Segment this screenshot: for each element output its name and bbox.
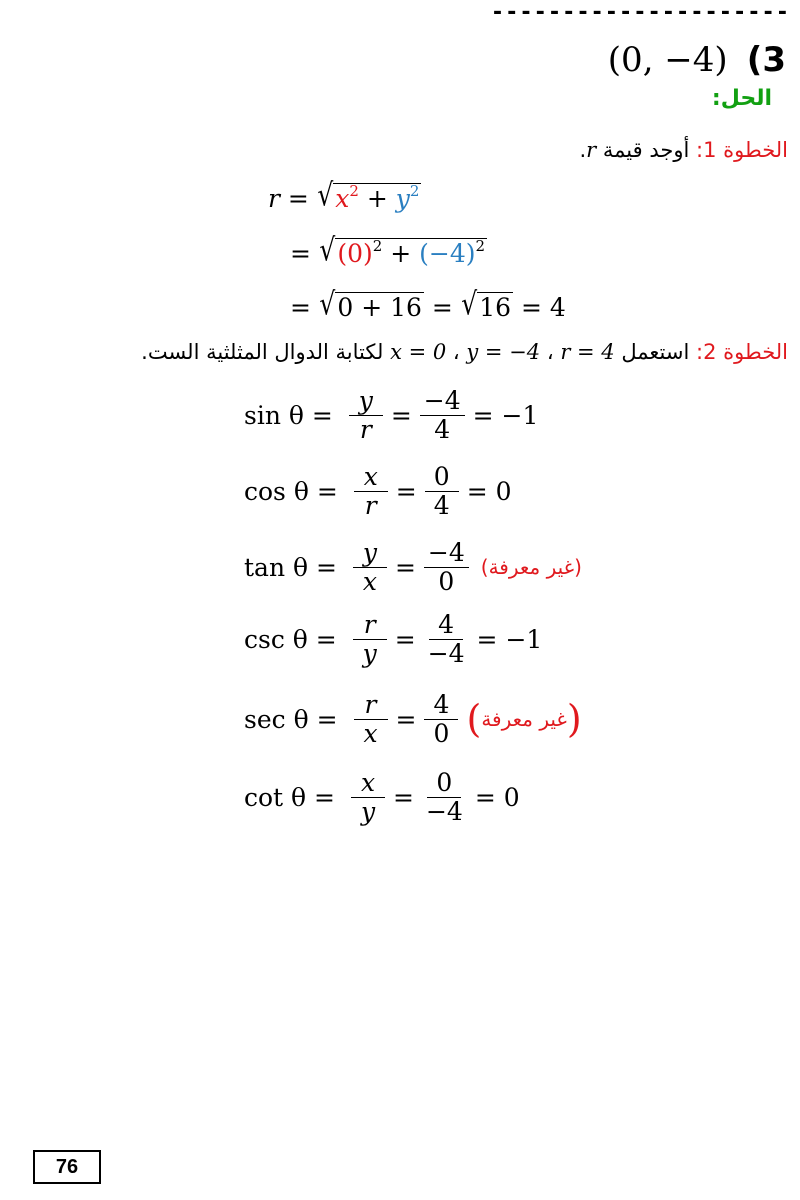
sixteen: 16	[479, 293, 511, 322]
sqrt-substituted: $√(0)^2 + (-4)^2$	[319, 231, 486, 268]
cos-frac-1-den: r	[364, 490, 377, 520]
cot-frac-2-den: −4	[425, 796, 463, 826]
eq: =	[394, 552, 416, 582]
sqrt-16: √16	[461, 285, 511, 322]
r-value: = 4	[513, 293, 566, 322]
section-divider: ---------------------	[490, 0, 790, 25]
sin-label: sin θ =	[244, 400, 333, 430]
sec-frac-1-num: r	[354, 691, 388, 720]
cot-result: = 0	[474, 782, 520, 812]
csc-frac-1-num: r	[353, 611, 387, 640]
sec-row	[244, 689, 582, 749]
cos-frac-2	[425, 463, 459, 519]
csc-result: = −1	[476, 624, 543, 654]
tan-frac-1-num: y	[353, 539, 387, 568]
tan-frac-2-den: 0	[438, 566, 455, 596]
csc-frac-1	[353, 611, 387, 667]
y-term: y	[395, 184, 410, 213]
sec-frac-2-num: 4	[424, 691, 458, 720]
sin-frac-1-den: r	[359, 414, 372, 444]
cot-frac-2-num: 0	[427, 769, 461, 798]
tan-row	[244, 537, 582, 597]
cos-frac-2-den: 4	[433, 490, 450, 520]
csc-frac-1-den: y	[362, 638, 377, 668]
step-1-end: .	[579, 138, 587, 162]
tan-frac-1	[353, 539, 387, 595]
csc-label: csc θ =	[244, 624, 337, 654]
csc-frac-2-num: 4	[429, 611, 463, 640]
step-1-var: r	[586, 138, 597, 162]
sin-frac-2-num: −4	[420, 387, 465, 416]
problem-point: (0, −4)	[607, 40, 728, 80]
step-2-y: y = −4	[466, 340, 541, 364]
tan-undefined-note: (غير معرفة)	[480, 555, 582, 579]
step-1-label: الخطوة 1:	[696, 138, 788, 162]
cot-frac-1-den: y	[360, 796, 376, 826]
plus-1: +	[358, 184, 396, 213]
page-number: 76	[33, 1150, 101, 1184]
sin-row	[244, 385, 538, 445]
step-2-text-2: لكتابة الدوال المثلثية الست.	[141, 340, 384, 364]
eq: =	[395, 704, 417, 734]
r-substitution	[290, 231, 487, 268]
x-value-exp: 2	[372, 236, 383, 255]
eq: =	[395, 476, 417, 506]
step-1	[579, 138, 788, 162]
y-value: (−4)	[419, 239, 476, 268]
cot-row	[244, 767, 520, 827]
x-exp: 2	[349, 181, 359, 200]
equals-2: =	[290, 239, 311, 268]
y-exp: 2	[409, 181, 420, 200]
cos-label: cos θ =	[244, 476, 338, 506]
problem-number: (3	[746, 40, 786, 80]
sep-1: ،	[546, 340, 554, 364]
sin-frac-1-num: y	[349, 387, 383, 416]
y-value-exp: 2	[475, 236, 486, 255]
sep-2: ،	[452, 340, 460, 364]
step-2-r: r = 4	[560, 340, 615, 364]
tan-label: tan θ =	[244, 552, 337, 582]
cot-frac-1	[351, 769, 385, 825]
step-2-text-1: استعمل	[621, 340, 690, 364]
tan-frac-1-den: x	[362, 566, 377, 596]
r-result	[290, 285, 566, 322]
equals-3: =	[290, 293, 319, 322]
cos-frac-2-num: 0	[425, 463, 459, 492]
solution-label: الحل:	[711, 86, 772, 111]
sec-frac-1	[354, 691, 388, 747]
csc-row	[244, 609, 542, 669]
cot-frac-2	[422, 769, 467, 825]
sin-frac-2	[420, 387, 465, 443]
cot-label: cot θ =	[244, 782, 335, 812]
eq: =	[390, 400, 412, 430]
sec-frac-2	[424, 691, 458, 747]
sec-frac-1-den: x	[363, 718, 378, 748]
csc-frac-2	[424, 611, 469, 667]
x-value: (0)	[337, 239, 373, 268]
plus-2: +	[382, 239, 420, 268]
tan-frac-2-num: −4	[424, 539, 469, 568]
csc-frac-2-den: −4	[427, 638, 465, 668]
sqrt-sum-squares: $√x^2 + y^2$	[317, 176, 420, 213]
x-term: x	[335, 184, 350, 213]
paren-right: )	[566, 697, 582, 741]
step-2	[141, 340, 788, 364]
sqrt-sum: √0 + 16	[319, 285, 422, 322]
sin-result: = −1	[472, 400, 539, 430]
step-2-label: الخطوة 2:	[696, 340, 788, 364]
eq: =	[393, 782, 414, 812]
equals-4: =	[423, 293, 461, 322]
r-formula	[268, 176, 421, 213]
sec-undefined-note: غير معرفة	[481, 707, 567, 731]
cos-row	[244, 461, 512, 521]
cos-frac-1	[354, 463, 388, 519]
sec-frac-2-den: 0	[433, 718, 450, 748]
tan-frac-2	[424, 539, 469, 595]
eq: =	[394, 624, 416, 654]
sin-frac-1	[349, 387, 383, 443]
paren-left: (	[466, 697, 482, 741]
step-2-x: x = 0	[390, 340, 447, 364]
r-formula-lhs: r =	[268, 184, 309, 213]
cos-frac-1-num: x	[354, 463, 388, 492]
sin-frac-2-den: 4	[434, 414, 451, 444]
cot-frac-1-num: x	[351, 769, 385, 798]
sum-value: 0 + 16	[337, 293, 422, 322]
cos-result: = 0	[466, 476, 512, 506]
step-1-text: أوجد قيمة	[602, 138, 690, 162]
sec-label: sec θ =	[244, 704, 338, 734]
problem-header	[608, 40, 786, 80]
